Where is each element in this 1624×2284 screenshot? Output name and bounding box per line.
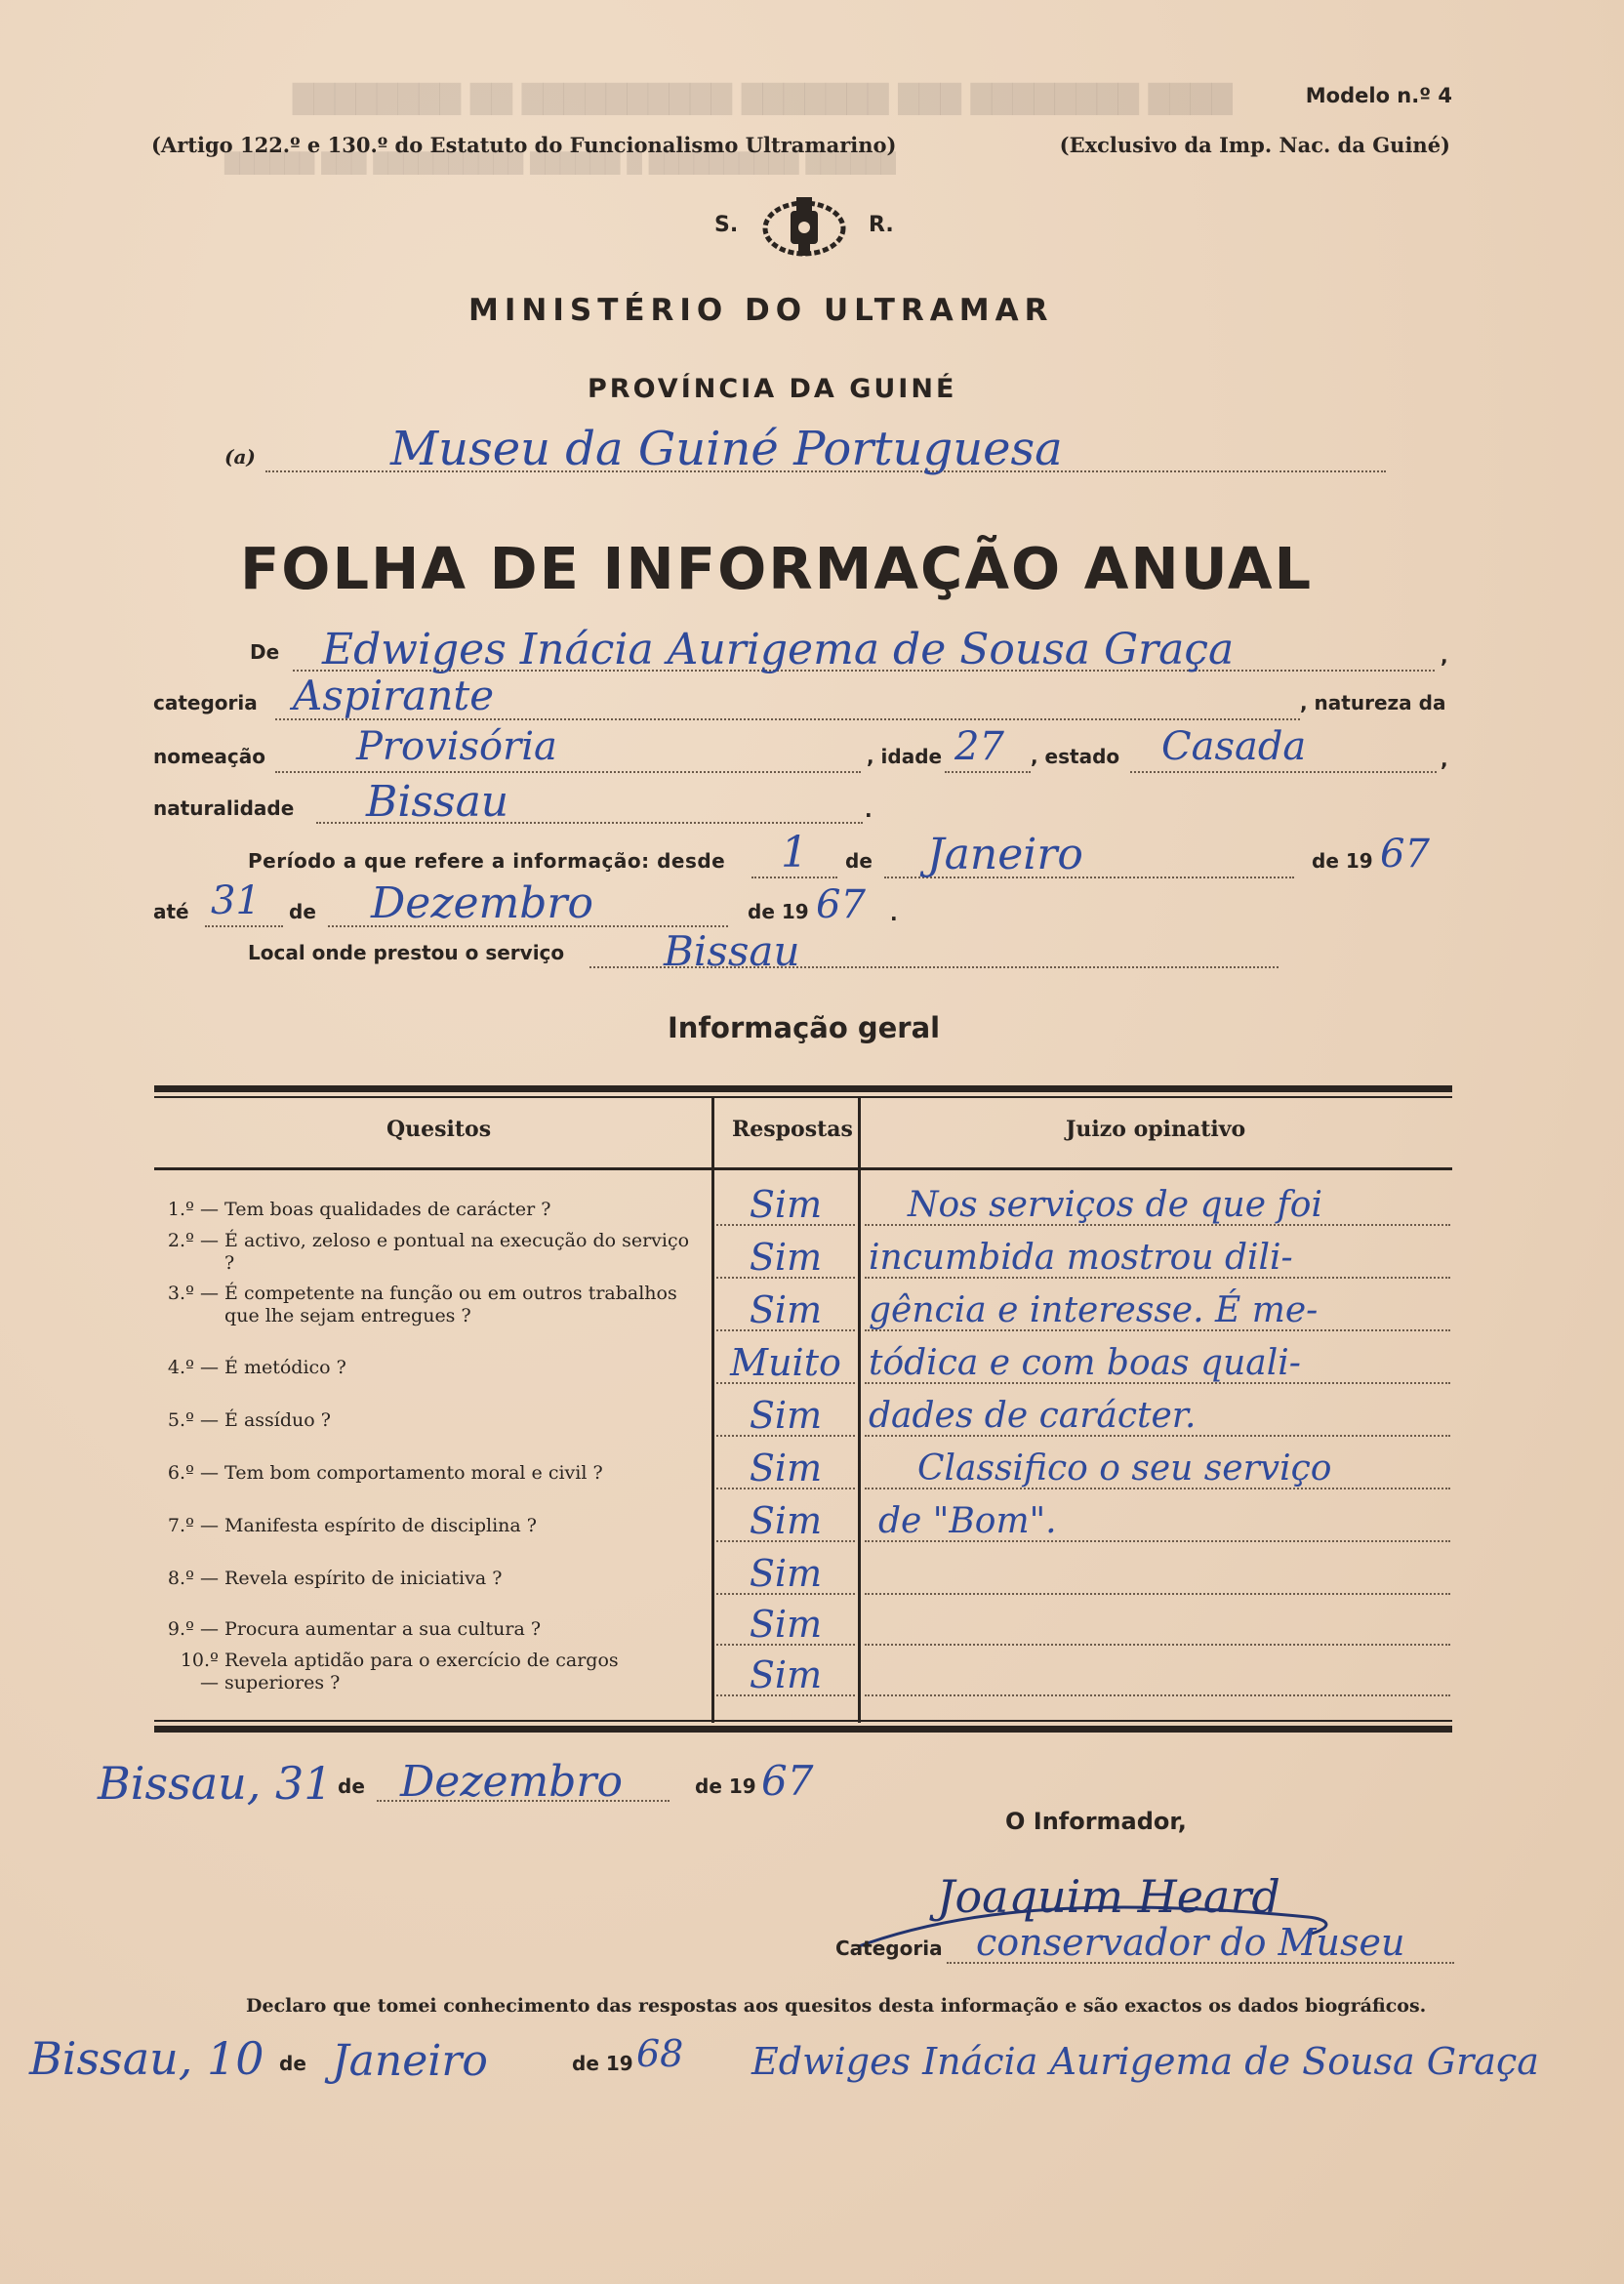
answer-6: Sim bbox=[749, 1447, 823, 1489]
question-row-5 bbox=[156, 1409, 712, 1432]
desde-day-value: 1 bbox=[781, 828, 808, 877]
nomeacao-label: nomeação bbox=[153, 745, 265, 768]
final-month-value: Janeiro bbox=[332, 2036, 488, 2086]
closing-place-value: Bissau, 31 bbox=[98, 1757, 333, 1810]
answer-7: Sim bbox=[749, 1499, 823, 1542]
header-quesitos: Quesitos bbox=[386, 1117, 492, 1142]
answer-5: Sim bbox=[749, 1394, 823, 1437]
s-letter: S. bbox=[714, 213, 739, 237]
naturalidade-value: Bissau bbox=[366, 777, 509, 827]
categoria-value: Aspirante bbox=[293, 672, 495, 719]
ate-period: . bbox=[890, 902, 898, 925]
desde-year-value: 67 bbox=[1380, 832, 1430, 877]
nomeacao-value: Provisória bbox=[356, 724, 557, 769]
natureza-label: , natureza da bbox=[1300, 691, 1446, 714]
question-number: 2.º — bbox=[167, 1230, 219, 1251]
a-label: (a) bbox=[224, 445, 256, 469]
answer-1: Sim bbox=[749, 1183, 823, 1226]
ate-month-value: Dezembro bbox=[371, 878, 593, 928]
coat-of-arms-emblem bbox=[761, 193, 847, 262]
desde-month-value: Janeiro bbox=[927, 830, 1083, 879]
opinion-line bbox=[865, 1593, 1450, 1595]
bleed-through-text-2: ██████ ██████████ █ ██████ ██████████ ███ ██████ bbox=[224, 151, 896, 175]
provincia-heading: PROVÍNCIA DA GUINÉ bbox=[588, 374, 957, 404]
artigo-label: (Artigo 122.º e 130.º do Estatuto do Funcionalismo Ultramarino) bbox=[151, 133, 897, 157]
categoria-footer-value: conservador do Museu bbox=[976, 1921, 1405, 1964]
question-row-8 bbox=[156, 1568, 712, 1590]
table-bottom-rule bbox=[154, 1726, 1452, 1733]
question-row-7 bbox=[156, 1515, 712, 1537]
question-number: 3.º — bbox=[167, 1283, 219, 1304]
informador-label: O Informador, bbox=[1005, 1808, 1187, 1835]
question-text: Procura aumentar a sua cultura ? bbox=[224, 1618, 542, 1640]
answer-8: Sim bbox=[749, 1552, 823, 1595]
table-top-rule bbox=[154, 1085, 1452, 1092]
question-number: 4.º — bbox=[167, 1357, 219, 1378]
desde-de-label: de bbox=[845, 849, 873, 873]
question-text: Tem bom comportamento moral e civil ? bbox=[224, 1462, 603, 1484]
opinion-line bbox=[865, 1694, 1450, 1696]
question-row-4 bbox=[156, 1357, 712, 1379]
idade-dotted-line bbox=[945, 771, 1031, 773]
final-employee-signature: Edwiges Inácia Aurigema de Sousa Graça bbox=[751, 2040, 1539, 2083]
idade-value: 27 bbox=[954, 724, 1004, 769]
r-letter: R. bbox=[869, 213, 894, 237]
local-label: Local onde prestou o serviço bbox=[248, 941, 565, 964]
de-label: De bbox=[250, 640, 280, 664]
answer-2: Sim bbox=[749, 1236, 823, 1279]
closing-month-value: Dezembro bbox=[400, 1757, 623, 1807]
de-comma: , bbox=[1441, 644, 1448, 668]
question-row-1 bbox=[156, 1199, 712, 1221]
final-place-value: Bissau, 10 bbox=[29, 2032, 264, 2085]
bleed-through-text: ████ ████████ ███ ███████ ██████████ ██ ████████ bbox=[293, 83, 1233, 115]
question-text: Revela espírito de iniciativa ? bbox=[224, 1568, 503, 1589]
opinion-line-2: incumbida mostrou dili- bbox=[869, 1238, 1293, 1278]
answer-3: Sim bbox=[749, 1288, 823, 1331]
question-number: 7.º — bbox=[167, 1515, 219, 1536]
question-row-6 bbox=[156, 1462, 712, 1485]
exclusivo-label: (Exclusivo da Imp. Nac. da Guiné) bbox=[1059, 133, 1450, 157]
question-number: 6.º — bbox=[167, 1462, 219, 1484]
question-number: 1.º — bbox=[167, 1199, 219, 1220]
question-text: É competente na função ou em outros trabalhos que lhe sejam entregues ? bbox=[224, 1283, 677, 1326]
nomeacao-dotted-line bbox=[275, 771, 861, 773]
categoria-label: categoria bbox=[153, 691, 258, 714]
question-text: É metódico ? bbox=[224, 1357, 346, 1378]
question-row-9 bbox=[156, 1618, 712, 1641]
header-bottom-rule bbox=[154, 1167, 1452, 1170]
closing-de-label: de bbox=[338, 1774, 365, 1798]
estado-label: , estado bbox=[1031, 745, 1120, 768]
table-top-rule-thin bbox=[154, 1096, 1452, 1098]
question-text: Revela aptidão para o exercício de cargos superiores ? bbox=[224, 1650, 619, 1693]
opinion-line-6: Classifico o seu serviço bbox=[917, 1448, 1332, 1489]
form-title: FOLHA DE INFORMAÇÃO ANUAL bbox=[240, 535, 1314, 602]
ate-de19-label: de 19 bbox=[748, 900, 809, 923]
ate-day-dotted-line bbox=[205, 925, 283, 927]
periodo-label: Período a que refere a informação: desde bbox=[248, 849, 726, 873]
question-number: 9.º — bbox=[167, 1618, 219, 1640]
informacao-geral-heading: Informação geral bbox=[668, 1011, 941, 1044]
final-de-label: de bbox=[279, 2052, 306, 2075]
naturalidade-label: naturalidade bbox=[153, 796, 295, 820]
question-text: É assíduo ? bbox=[224, 1409, 331, 1431]
informador-signature: Joaquim Heard bbox=[937, 1870, 1280, 1923]
ate-label: até bbox=[153, 900, 189, 923]
table-bottom-rule-thin bbox=[154, 1720, 1452, 1722]
estado-comma: , bbox=[1441, 748, 1448, 771]
local-value: Bissau bbox=[664, 927, 800, 975]
header-juizo: Juizo opinativo bbox=[1066, 1117, 1246, 1142]
desde-de19-label: de 19 bbox=[1312, 849, 1373, 873]
declaro-statement: Declaro que tomei conhecimento das respostas aos quesitos desta informação e são exactos os dados biográficos. bbox=[246, 1995, 1427, 2017]
question-number: 8.º — bbox=[167, 1568, 219, 1589]
ate-year-value: 67 bbox=[816, 882, 866, 927]
opinion-line-3: gência e interesse. É me- bbox=[869, 1290, 1319, 1330]
answer-4: Muito bbox=[730, 1341, 841, 1384]
closing-de19-label: de 19 bbox=[695, 1774, 756, 1798]
estado-dotted-line bbox=[1130, 771, 1437, 773]
answer-9: Sim bbox=[749, 1603, 823, 1646]
ate-de-label: de bbox=[289, 900, 316, 923]
opinion-line bbox=[865, 1644, 1450, 1646]
opinion-line-4: tódica e com boas quali- bbox=[869, 1343, 1301, 1383]
opinion-line-5: dades de carácter. bbox=[869, 1396, 1197, 1436]
question-number: 10.º — bbox=[180, 1650, 219, 1693]
final-year-value: 68 bbox=[636, 2032, 684, 2075]
answer-10: Sim bbox=[749, 1653, 823, 1696]
question-text: É activo, zeloso e pontual na execução do serviço ? bbox=[224, 1230, 690, 1274]
modelo-label: Modelo n.º 4 bbox=[1305, 84, 1452, 107]
question-text: Tem boas qualidades de carácter ? bbox=[224, 1199, 551, 1220]
institution-value: Museu da Guiné Portuguesa bbox=[390, 422, 1063, 476]
ate-day-value: 31 bbox=[211, 878, 261, 923]
closing-year-value: 67 bbox=[761, 1757, 814, 1805]
naturalidade-period: . bbox=[865, 798, 873, 822]
opinion-line-7: de "Bom". bbox=[878, 1501, 1057, 1541]
final-de19-label: de 19 bbox=[572, 2052, 633, 2075]
idade-label: , idade bbox=[867, 745, 943, 768]
question-number: 5.º — bbox=[167, 1409, 219, 1431]
question-row-3 bbox=[156, 1283, 712, 1327]
opinion-line-1: Nos serviços de que foi bbox=[908, 1185, 1322, 1225]
question-text: Manifesta espírito de disciplina ? bbox=[224, 1515, 537, 1536]
estado-value: Casada bbox=[1161, 724, 1307, 769]
employee-name-value: Edwiges Inácia Aurigema de Sousa Graça bbox=[322, 625, 1235, 674]
question-row-2 bbox=[156, 1230, 712, 1275]
question-row-10 bbox=[156, 1650, 712, 1694]
header-respostas: Respostas bbox=[732, 1117, 853, 1142]
ministerio-heading: MINISTÉRIO DO ULTRAMAR bbox=[468, 293, 1054, 328]
categoria-footer-label: Categoria bbox=[835, 1937, 943, 1960]
